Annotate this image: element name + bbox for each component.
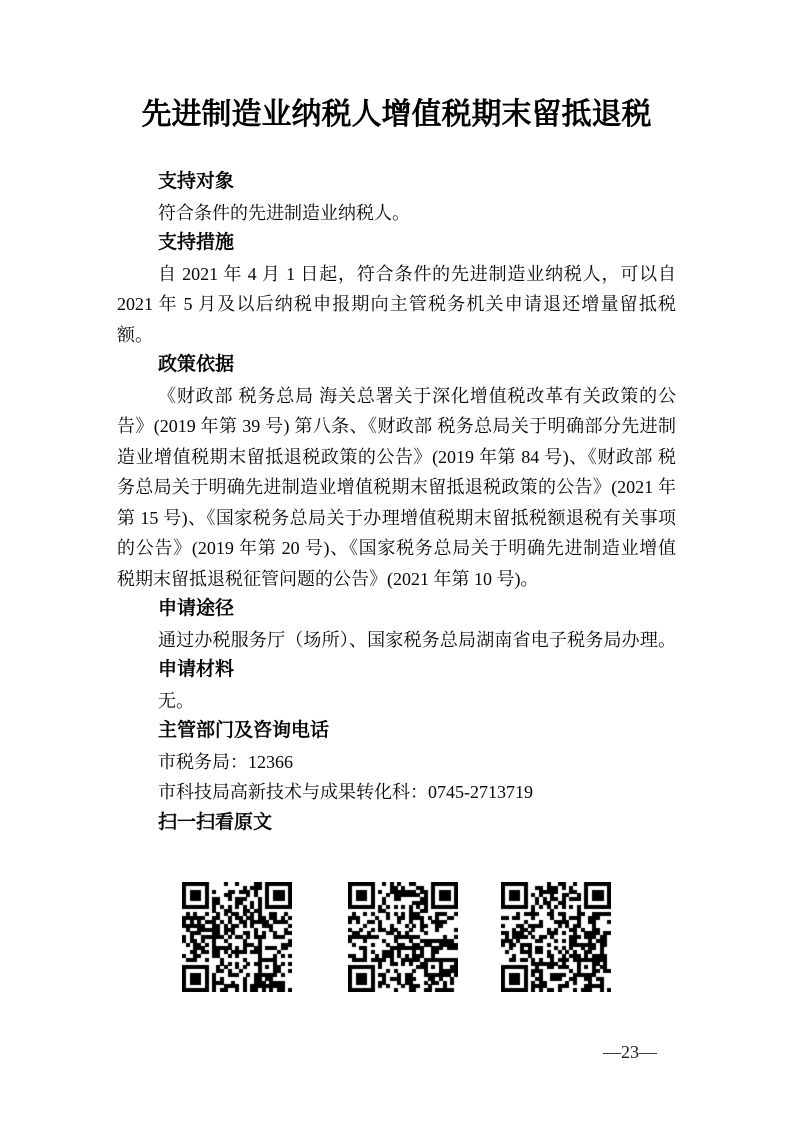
text-line: 第 15 号)、《国家税务总局关于办理增值税期末留抵税额退税有关事项 [117, 507, 676, 528]
text-line: 市科技局高新技术与成果转化科：0745-2713719 [158, 782, 533, 802]
qr-code-1 [182, 882, 292, 992]
text-line: 额。 [117, 324, 153, 345]
text-line: 符合条件的先进制造业纳税人。 [158, 202, 410, 223]
text-line: 告》(2019 年第 39 号) 第八条、《财政部 税务总局关于明确部分先进制 [117, 416, 676, 436]
text-line: 通过办税服务厅（场所）、国家税务总局湖南省电子税务局办理。 [158, 629, 676, 650]
section-heading: 扫一扫看原文 [158, 811, 273, 833]
text-line: 《财政部 税务总局 海关总署关于深化增值税改革有关政策的公 [158, 385, 676, 406]
section-heading: 支持对象 [158, 171, 235, 192]
qr-code-row [182, 882, 612, 992]
text-line: 无。 [158, 690, 194, 711]
text-line: 市税务局：12366 [158, 751, 293, 772]
text-line: 的公告》(2019 年第 20 号)、《国家税务总局关于明确先进制造业增值 [117, 538, 676, 558]
document-body [117, 167, 676, 838]
section-heading: 申请途径 [158, 598, 235, 619]
section-heading: 申请材料 [158, 659, 235, 680]
qr-code-3 [501, 882, 611, 992]
text-line: 自 2021 年 4 月 1 日起，符合条件的先进制造业纳税人，可以自 [158, 263, 676, 284]
section-heading: 支持措施 [158, 232, 235, 253]
qr-code-2 [348, 882, 458, 992]
text-line: 税期末留抵退税征管问题的公告》(2021 年第 10 号)。 [117, 568, 539, 589]
document-title: 先进制造业纳税人增值税期末留抵退税 [141, 98, 652, 131]
page-number: —23— [603, 1042, 657, 1062]
text-line: 造业增值税期末留抵退税政策的公告》(2019 年第 84 号)、《财政部 税 [117, 446, 676, 467]
text-line: 2021 年 5 月及以后纳税申报期向主管税务机关申请退还增量留抵税 [117, 294, 676, 314]
section-heading: 政策依据 [158, 354, 235, 375]
section-heading: 主管部门及咨询电话 [158, 720, 330, 741]
text-line: 务总局关于明确先进制造业增值税期末留抵退税政策的公告》(2021 年 [117, 477, 676, 497]
